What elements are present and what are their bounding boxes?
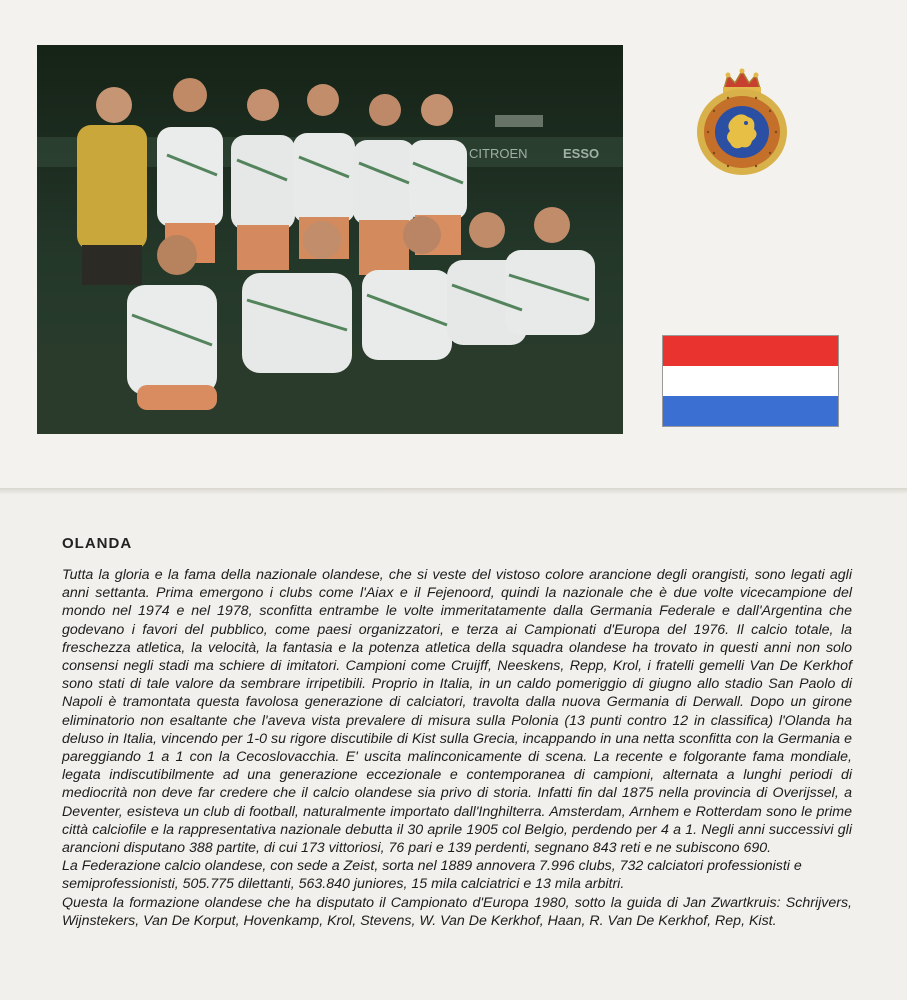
paragraph-history: Tutta la gloria e la fama della nazionale olandese, che si veste del vistoso colore arancione degli orangisti, sono legati agli anni settanta. Prima emergono i clubs come l'Aiax e il Fejenoord, quindi la nazionale che è due volte vicecampione del mondo nel 1974 e nel 1978, sconfitta entrambe le volte immeritatamente dalla Germania Federale e dall'Argentina che godevano i favori del pubblico, come paesi organizzatori, e terza ai Campionati d'Europa del 1976. Il calcio totale, la freschezza atletica, la velocità, la fantasia e la potenza atletica della squadra olandese ha trovato in questi anni non solo consensi negli stadi ma schiere di imitatori. Campioni come Cruijff, Neeskens, Repp, Krol, i fratelli gemelli Van De Kerkhof sono stati di tale valore da sembrare irripetibili. Proprio in Italia, in un caldo pomeriggio di giugno allo stadio San Paolo di Napoli è tramontata questa favolosa generazione di calciatori, travolta dalla nuova Germania di Derwall. Dopo un girone eliminatorio non esaltante che l'aveva vista prevalere di misura sulla Polonia (13 punti contro 12 in classifica) l'Olanda ha deluso in Italia, vincendo per 1-0 su rigore discutibile di Kist sulla Grecia, incappando in una netta sconfitta con la Germania e pareggiando 1 a 1 con la Cecoslovacchia. E' uscita malinconicamente di scena. La recente e folgorante fama mondiale, legata indiscutibilmente ad una generazione eccezionale e contemporanea di campioni, alternata a lunghi periodi di mediocrità non deve far credere che il calcio olandese sia privo di storia. Infatti fin dal 1875 nella provincia di Overijssel, a Deventer, esisteva un club di football, naturalmente importato dall'Inghilterra. Amsterdam, Arnhem e Rotterdam sono le prime città calciofile e la rappresentativa nazionale debutta il 30 aprile 1905 col Belgio, perdendo per 4 a 1. Negli anni successivi gli arancioni disputano 388 partite, di cui 173 vittoriosi, 76 pari e 139 perdenti, segnano 843 reti e ne subiscono 690.	[62, 567, 852, 857]
knvb-lion-crest-icon	[694, 67, 790, 177]
flag-stripe-white	[663, 366, 838, 396]
team-photo-icon	[37, 45, 623, 434]
netherlands-flag-icon	[662, 335, 839, 427]
board-text-1: CITROEN	[469, 146, 528, 161]
flag-stripe-red	[663, 336, 838, 366]
team-photo	[37, 45, 623, 434]
paragraph-federation: La Federazione calcio olandese, con sede a Zeist, sorta nel 1889 annovera 7.996 clubs, 732 calciatori professionisti e semiprofessionisti, 505.775 dilettanti, 563.840 juniores, 15 mila calciatrici e 13 mila arbitri.	[62, 858, 802, 893]
card-top-panel	[0, 0, 907, 491]
flag-stripe-blue	[663, 396, 838, 426]
paragraph-lineup: Questa la formazione olandese che ha disputato il Campionato d'Europa 1980, sotto la guida di Jan Zwartkruis: Schrijvers, Wijnstekers, Van De Korput, Hovenkamp, Krol, Stevens, W. Van De Kerkhof, Haan, R. Van De Kerkhof, Rep, Kist.	[62, 894, 852, 929]
body-text	[62, 566, 852, 930]
page-title: OLANDA	[62, 535, 133, 552]
board-text-2: ESSO	[563, 146, 600, 161]
knvb-crest	[694, 67, 790, 177]
